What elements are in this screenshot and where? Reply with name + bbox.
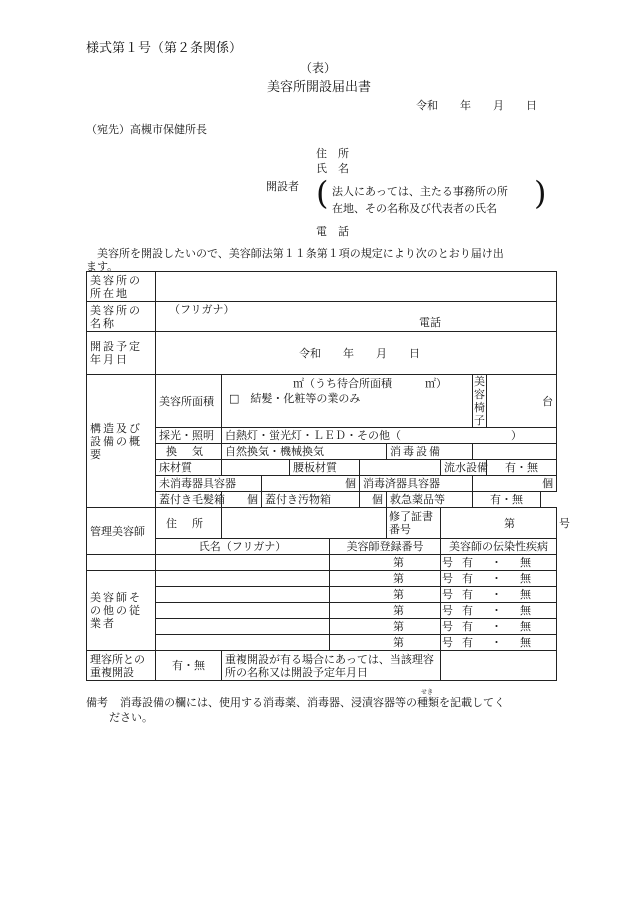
applicant-phone-label: 電 話 [316,225,349,238]
staff-row [87,571,557,587]
document-title: 美容所開設届出書 [267,80,372,95]
ruby-seki: せき [421,689,434,696]
staff-reg-field[interactable] [330,587,453,603]
area-label: 美容所面積 [156,375,222,428]
reg-no-header: 美容師登録番号 [330,539,441,555]
name-furigana-header: 氏名（フリガナ） [156,539,330,555]
staff-name-field[interactable] [156,571,330,587]
reg-go: 号 [442,604,453,617]
reg-go: 号 [442,636,453,649]
reg-dai: 第 [393,556,404,569]
staff-row [87,587,557,603]
staff-disease-field[interactable] [441,603,557,619]
wall-field[interactable] [360,460,441,476]
undisinfected-label: 未消毒器具容器 [156,476,262,492]
disease-dot: ・ [491,604,502,617]
disease-no: 無 [520,620,531,633]
applicant-name-label: 氏 名 [316,162,349,175]
manager-address-row [87,508,557,539]
disease-yes: 有 [462,572,473,585]
disease-yes: 有 [462,636,473,649]
barber-label: 理容所との重複開設 [87,651,156,681]
box-row [87,492,557,508]
furigana-label: （フリガナ） [169,303,235,316]
reg-go: 号 [442,572,453,585]
manager-data-row [87,555,557,571]
location-row [87,272,557,302]
chair-label: 美容椅子 [474,375,485,427]
disease-yes: 有 [462,556,473,569]
application-table [86,271,570,681]
cert-dai: 第 [504,516,515,530]
disease-dot: ・ [491,572,502,585]
vent-label: 換 気 [156,444,222,460]
reg-dai: 第 [393,636,404,649]
staff-reg-field[interactable] [330,571,453,587]
remarks-label: 備考 [86,696,108,709]
disease-no: 無 [520,604,531,617]
container-row [87,476,557,492]
reg-go: 号 [442,620,453,633]
sink-label: 流水設備 [441,460,487,476]
open-date-field[interactable] [156,332,557,375]
reg-dai: 第 [393,572,404,585]
lid-waste-label: 蓋付き汚物箱 [262,492,360,508]
staff-name-field[interactable] [156,635,330,651]
reg-dai: 第 [393,588,404,601]
structure-label: 構造及び設備の概要 [87,375,156,508]
reg-dai: 第 [393,620,404,633]
reg-go: 号 [442,556,453,569]
area-field[interactable] [222,375,473,428]
cert-go: 号 [559,516,570,530]
applicant-label: 開設者 [266,180,299,193]
staff-reg-field[interactable] [330,619,453,635]
bracket-right: ) [534,174,547,212]
light-label: 採光・照明 [156,428,222,444]
reg-go: 号 [442,588,453,601]
staff-name-field[interactable] [156,603,330,619]
manager-disease-field[interactable] [441,555,557,571]
manager-label-cont [87,555,156,571]
staff-row [87,619,557,635]
applicant-note-line1: 法人にあっては、主たる事務所の所 [332,185,508,198]
open-date-label: 開設予定年月日 [87,332,156,375]
disinfected-count[interactable]: 個 [473,476,557,492]
disease-no: 無 [520,556,531,569]
disease-yes: 有 [462,620,473,633]
disinfect-field[interactable] [473,444,557,460]
staff-reg-field[interactable] [330,635,453,651]
intro-line1: 美容所を開設したいので、美容師法第１１条第１項の規定により次のとおり届け出 [97,247,504,260]
disease-dot: ・ [491,588,502,601]
lid-hair-count[interactable]: 個 [222,492,262,508]
barber-yes-no[interactable]: 有・無 [156,651,222,681]
open-date-value: 令和 年 月 日 [299,346,420,360]
name-label: 美容所の名称 [87,302,156,332]
manager-address-label: 住 所 [156,508,222,539]
disease-no: 無 [520,636,531,649]
staff-disease-field[interactable] [441,635,557,651]
vent-options[interactable]: 自然換気・機械換気 [222,444,387,460]
staff-row [87,635,557,651]
manager-label: 管理美容師 [87,508,156,555]
disinfected-label: 消毒済器具容器 [360,476,473,492]
disease-no: 無 [520,588,531,601]
disease-yes: 有 [462,604,473,617]
open-date-row [87,332,557,375]
name-field[interactable] [156,302,557,332]
disease-no: 無 [520,572,531,585]
material-row [87,460,557,476]
disease-header: 美容師の伝染性疾病 [441,539,557,555]
hair-only-checkbox[interactable]: □ 結髪・化粧等の業のみ [229,392,361,405]
staff-name-field[interactable] [156,587,330,603]
manager-header-row [87,539,557,555]
cert-label: 修了証書番号 [387,508,441,539]
bracket-left: ( [316,174,329,212]
manager-reg-field[interactable] [330,555,453,571]
staff-name-field[interactable] [156,619,330,635]
floor-label: 床材質 [156,460,222,476]
disinfect-label: 消毒設備 [387,444,473,460]
name-phone-label: 電話 [419,316,441,329]
manager-address-field[interactable] [222,508,387,539]
remarks-line1: 消毒設備の欄には、使用する消毒薬、消毒器、浸漬容器等の種類を記載してく [120,696,505,709]
staff-label: 美容師その他の従業者 [87,571,156,651]
lid-waste-count[interactable]: 個 [360,492,387,508]
submission-date: 令和 年 月 日 [416,99,537,112]
light-options[interactable]: 白熱灯・蛍光灯・ＬＥＤ・その他（ ） [222,428,557,444]
remarks-line2: ださい。 [109,711,153,724]
location-field[interactable] [156,272,557,302]
barber-row [87,651,557,681]
wall-label: 腰板材質 [290,460,360,476]
addressee: （宛先）高槻市保健所長 [86,123,207,136]
cert-field[interactable] [441,508,570,539]
disease-dot: ・ [491,556,502,569]
firstaid-yes-no[interactable]: 有・無 [473,492,541,508]
staff-disease-field[interactable] [441,571,557,587]
staff-disease-field[interactable] [441,587,557,603]
light-row [87,428,557,444]
area-row [87,375,557,428]
disease-dot: ・ [491,620,502,633]
area-value: ㎡（うち待合所面積 ㎡） [293,377,447,390]
applicant-note-line2: 在地、その名称及び代表者の氏名 [332,202,497,215]
staff-row [87,603,557,619]
disease-yes: 有 [462,588,473,601]
floor-field[interactable] [222,460,290,476]
lid-hair-label: 蓋付き毛髪箱 [156,492,222,508]
vent-row [87,444,557,460]
front-marker: （表） [300,61,337,75]
barber-note: 重複開設が有る場合にあっては、当該理容所の名称又は開設予定年月日 [222,651,441,681]
barber-field[interactable] [441,651,557,681]
disease-dot: ・ [491,636,502,649]
manager-name-field[interactable] [156,555,330,571]
reg-dai: 第 [393,604,404,617]
sink-yes-no[interactable]: 有・無 [487,460,557,476]
staff-disease-field[interactable] [441,619,557,635]
location-label: 美容所の所在地 [87,272,156,302]
undisinfected-count[interactable]: 個 [262,476,360,492]
staff-reg-field[interactable] [330,603,453,619]
chair-unit: 台 [487,375,557,428]
name-row [87,302,557,332]
firstaid-label: 救急薬品等 [387,492,473,508]
form-number: 様式第１号（第２条関係） [86,41,243,56]
intro-line2: ます。 [86,260,119,273]
applicant-address-label: 住 所 [316,147,349,160]
